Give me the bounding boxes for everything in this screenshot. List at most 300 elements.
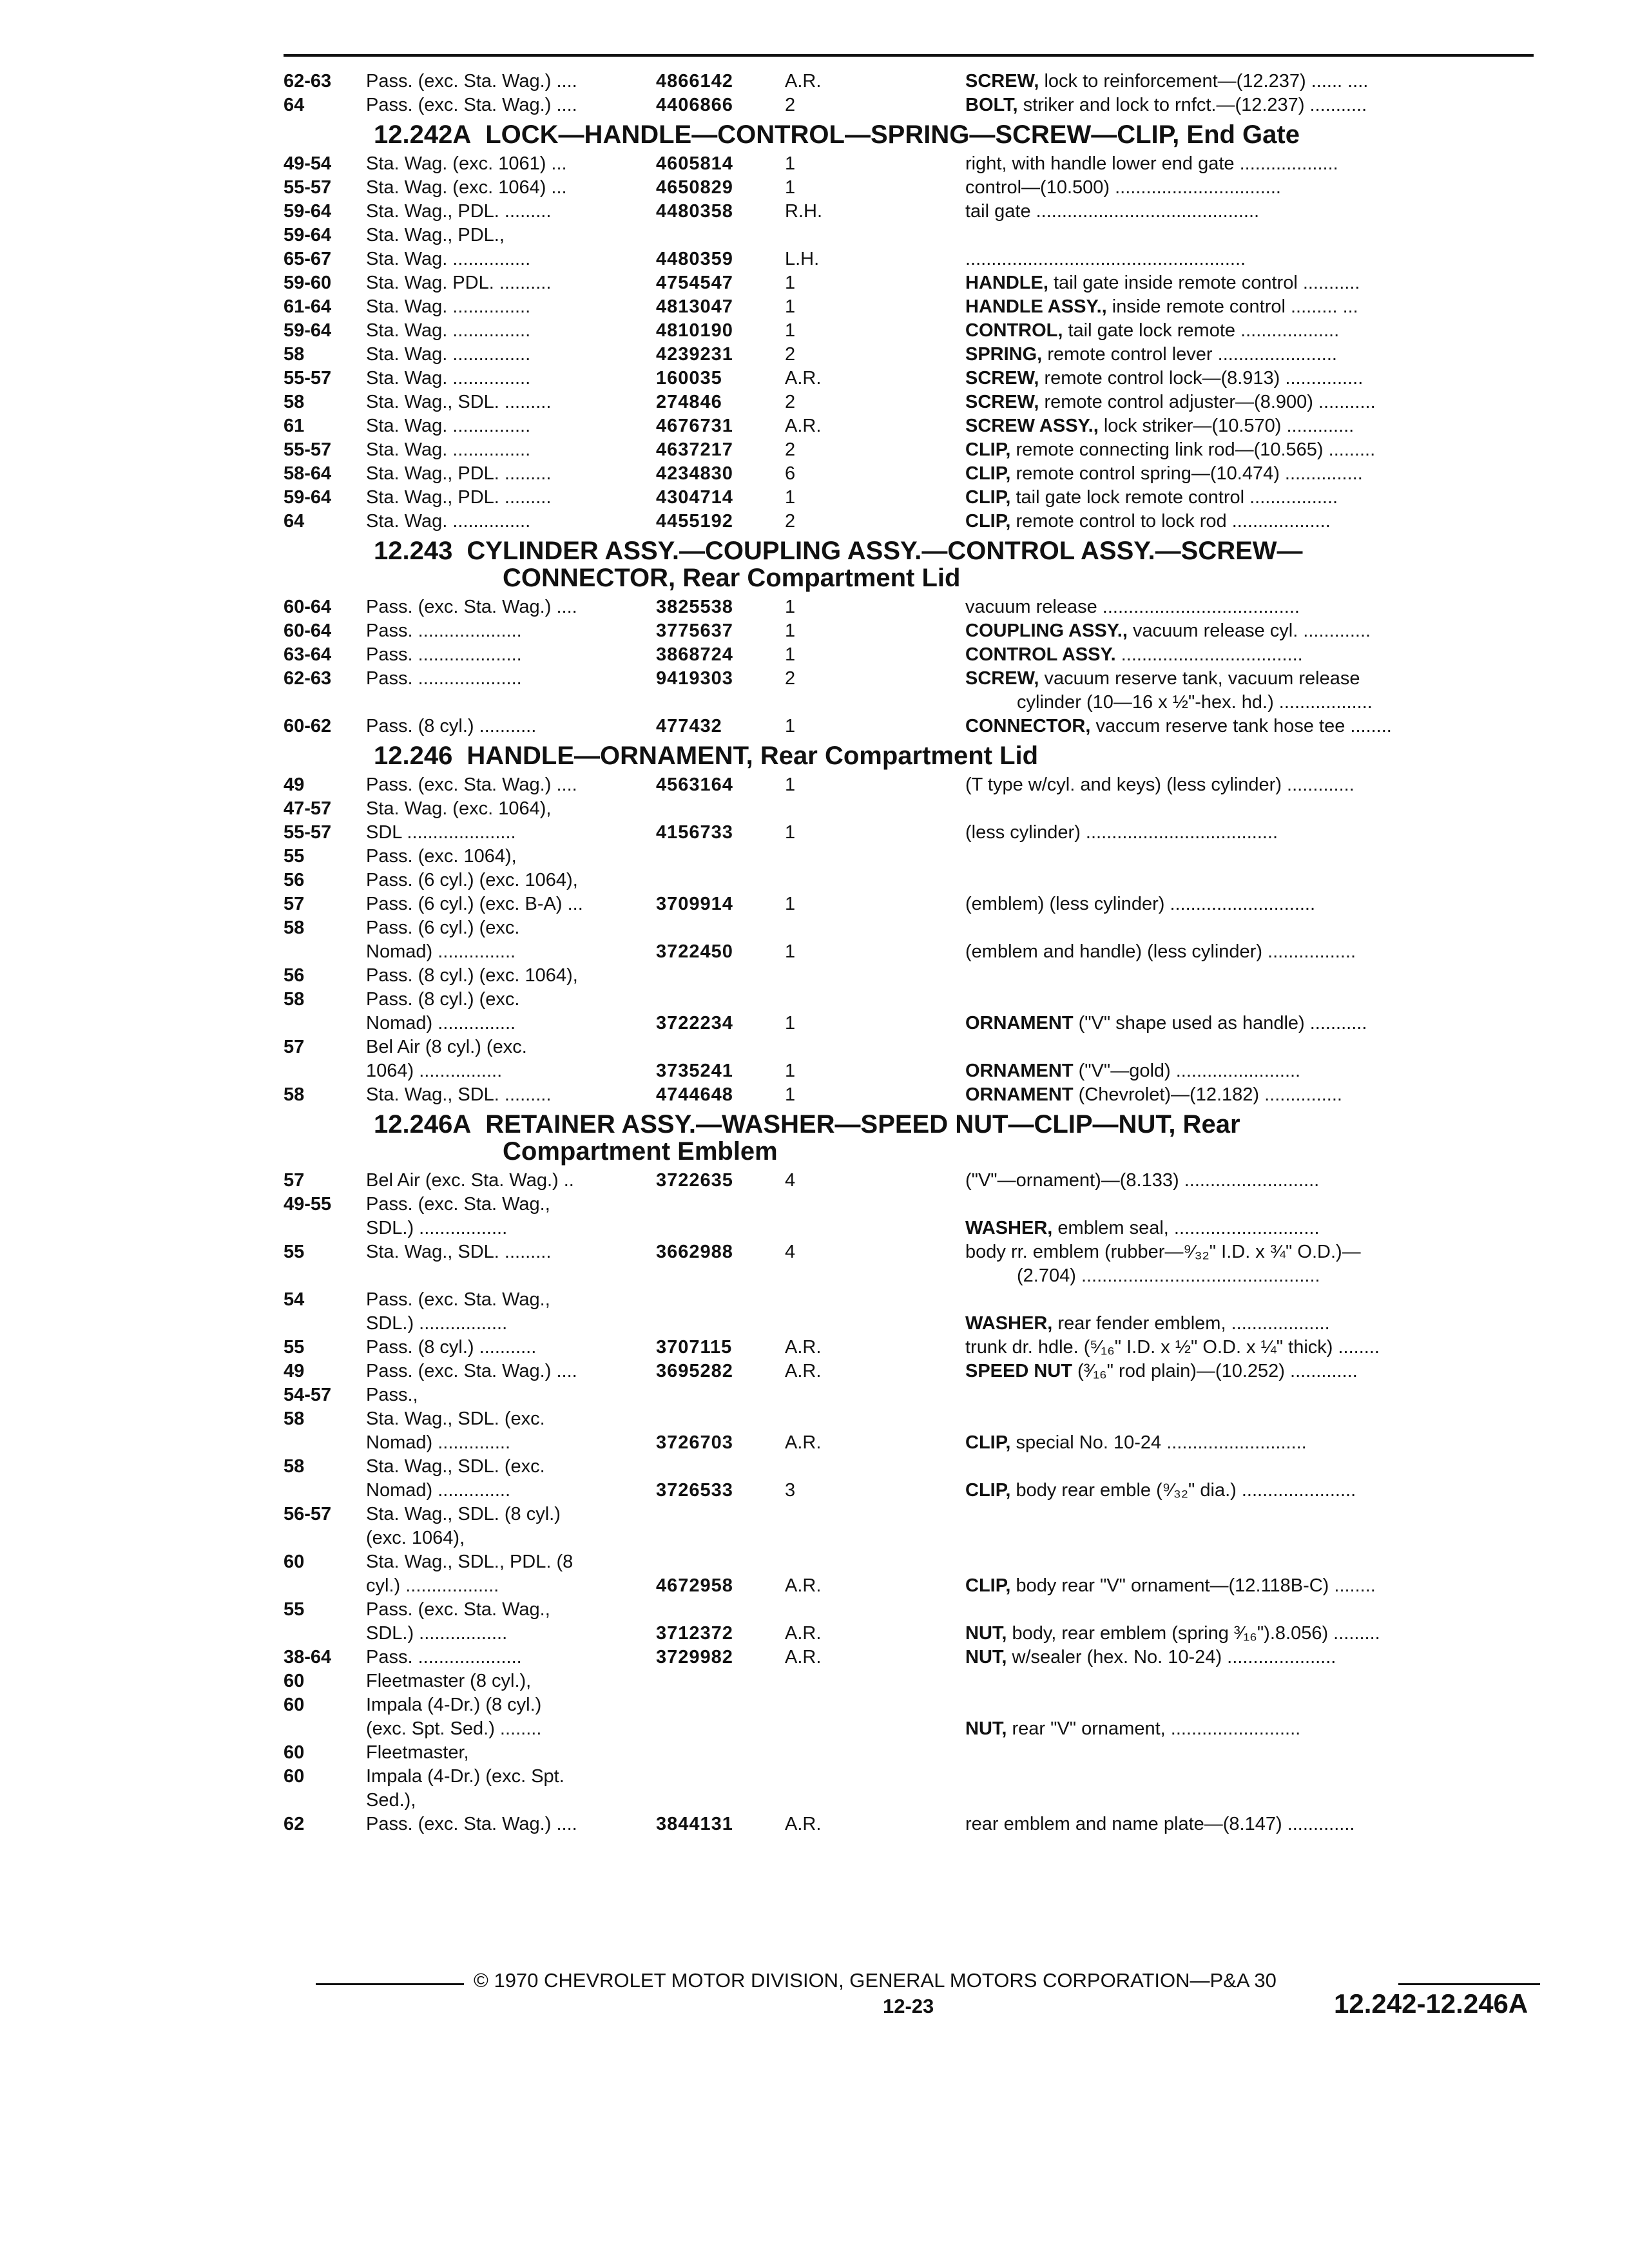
parts-listing xyxy=(284,70,1559,1836)
quantity: L.H. xyxy=(785,249,820,269)
model-years: 60-64 xyxy=(284,597,332,617)
table-row xyxy=(284,797,1559,821)
table-row xyxy=(284,152,1559,176)
table-row xyxy=(284,1059,1559,1083)
footer-rule-right xyxy=(1398,1983,1540,1985)
part-description xyxy=(965,1059,1545,1083)
section-title: CYLINDER ASSY.—COUPLING ASSY.—CONTROL ASSY.—SCREW— xyxy=(467,537,1303,565)
quantity: 1 xyxy=(785,716,796,736)
part-description xyxy=(965,1646,1545,1669)
quantity: A.R. xyxy=(785,368,822,389)
table-row xyxy=(284,715,1559,738)
model-years: 60 xyxy=(284,1766,305,1787)
part-description xyxy=(965,1479,1545,1503)
quantity: 1 xyxy=(785,296,796,317)
description-text: ("V" shape used as handle) ........... xyxy=(1078,1013,1367,1033)
part-number: 4406866 xyxy=(656,95,733,115)
model-application: Fleetmaster, xyxy=(366,1742,469,1763)
model-years: 58 xyxy=(284,344,305,365)
part-number: 4304714 xyxy=(656,487,733,508)
part-description xyxy=(965,1431,1545,1455)
part-name: CLIP, xyxy=(965,511,1011,532)
quantity: 1 xyxy=(785,620,796,641)
table-row xyxy=(284,821,1559,845)
part-number: 4810190 xyxy=(656,320,733,341)
part-description xyxy=(965,619,1545,643)
part-name: CLIP, xyxy=(965,487,1011,508)
table-row xyxy=(284,964,1559,988)
description-text: (2.704) .............................................. xyxy=(1017,1265,1320,1286)
model-application: Bel Air (8 cyl.) (exc. xyxy=(366,1037,527,1057)
part-number: 4744648 xyxy=(656,1084,733,1105)
quantity: 1 xyxy=(785,941,796,962)
description-text: (less cylinder) ..................................... xyxy=(965,822,1278,843)
model-application: Nomad) .............. xyxy=(366,1432,510,1453)
model-years: 60-62 xyxy=(284,716,332,736)
model-years: 59-64 xyxy=(284,225,332,245)
table-row xyxy=(284,1741,1559,1765)
description-text: ("V"—ornament)—(8.133) .......................... xyxy=(965,1170,1320,1191)
table-row xyxy=(284,1264,1559,1288)
part-number: 4813047 xyxy=(656,296,733,317)
model-application: Nomad) .............. xyxy=(366,1480,510,1501)
model-years: 59-64 xyxy=(284,320,332,341)
model-application: Sta. Wag., SDL. ......... xyxy=(366,392,552,412)
section-heading xyxy=(374,117,1559,152)
model-years: 63-64 xyxy=(284,644,332,665)
model-application: Pass. (exc. Sta. Wag.) .... xyxy=(366,597,577,617)
description-text: tail gate lock remote control ................. xyxy=(1016,487,1338,508)
quantity: 1 xyxy=(785,1013,796,1033)
model-application: Pass. (6 cyl.) (exc. B-A) ... xyxy=(366,894,583,914)
table-row xyxy=(284,1431,1559,1455)
model-application: Pass. (8 cyl.) (exc. 1064), xyxy=(366,965,578,986)
description-text: remote control spring—(10.474) ............... xyxy=(1016,463,1363,484)
description-text: tail gate lock remote ................... xyxy=(1068,320,1340,341)
model-application: Sta. Wag. ............... xyxy=(366,296,531,317)
part-name: COUPLING ASSY., xyxy=(965,620,1128,641)
table-row xyxy=(284,1035,1559,1059)
model-application: Pass. (exc. Sta. Wag.) .... xyxy=(366,71,577,91)
model-application: Pass. (6 cyl.) (exc. 1064), xyxy=(366,870,578,890)
model-years: 58-64 xyxy=(284,463,332,484)
part-number: 3722234 xyxy=(656,1013,733,1033)
model-application: Sta. Wag. ............... xyxy=(366,368,531,389)
description-text: (³⁄₁₆" rod plain)—(10.252) ............. xyxy=(1077,1361,1358,1381)
part-name: NUT, xyxy=(965,1623,1007,1644)
model-application: Sta. Wag., PDL. ......... xyxy=(366,487,552,508)
model-years: 64 xyxy=(284,95,305,115)
table-row xyxy=(284,988,1559,1012)
part-number: 3726703 xyxy=(656,1432,733,1453)
model-years: 57 xyxy=(284,1170,305,1191)
model-application: Pass. (exc. Sta. Wag.) .... xyxy=(366,774,577,795)
model-years: 61 xyxy=(284,416,305,436)
part-description xyxy=(965,70,1545,93)
model-application: Sta. Wag., SDL. (exc. xyxy=(366,1456,545,1477)
part-name: ORNAMENT xyxy=(965,1013,1074,1033)
model-years: 56 xyxy=(284,965,305,986)
table-row xyxy=(284,1169,1559,1193)
model-application: Pass. (exc. Sta. Wag.) .... xyxy=(366,95,577,115)
description-text: tail gate ........................................... xyxy=(965,201,1260,222)
part-number: 477432 xyxy=(656,716,722,736)
model-application: Pass. (8 cyl.) ........... xyxy=(366,716,537,736)
model-application: Sta. Wag. ............... xyxy=(366,249,531,269)
description-text: inside remote control ......... ... xyxy=(1112,296,1358,317)
part-number: 4156733 xyxy=(656,822,733,843)
table-row xyxy=(284,486,1559,510)
part-description xyxy=(965,414,1545,438)
model-years: 49 xyxy=(284,1361,305,1381)
table-row xyxy=(284,1407,1559,1431)
table-row xyxy=(284,367,1559,390)
model-years: 56-57 xyxy=(284,1504,332,1524)
table-row xyxy=(284,1288,1559,1312)
part-number: 4455192 xyxy=(656,511,733,532)
model-application: Sta. Wag., PDL., xyxy=(366,225,505,245)
model-years: 58 xyxy=(284,1084,305,1105)
quantity: 6 xyxy=(785,463,796,484)
part-name: SPRING, xyxy=(965,344,1043,365)
part-description xyxy=(965,176,1545,200)
part-name: NUT, xyxy=(965,1718,1007,1739)
description-text: ("V"—gold) ........................ xyxy=(1078,1061,1301,1081)
model-application: Pass. (8 cyl.) ........... xyxy=(366,1337,537,1358)
model-application: Sta. Wag. ............... xyxy=(366,439,531,460)
table-row xyxy=(284,295,1559,319)
part-description xyxy=(1017,691,1597,715)
model-application: Nomad) ............... xyxy=(366,1013,516,1033)
part-description xyxy=(965,821,1545,845)
table-row xyxy=(284,1717,1559,1741)
quantity: 2 xyxy=(785,511,796,532)
quantity: 2 xyxy=(785,344,796,365)
part-name: SCREW ASSY., xyxy=(965,416,1099,436)
model-years: 54 xyxy=(284,1289,305,1310)
model-application: Sed.), xyxy=(366,1790,416,1811)
table-row xyxy=(284,462,1559,486)
quantity: 1 xyxy=(785,320,796,341)
part-name: CONTROL ASSY. xyxy=(965,644,1116,665)
model-years: 49-55 xyxy=(284,1194,332,1215)
quantity: 2 xyxy=(785,439,796,460)
part-name: CLIP, xyxy=(965,463,1011,484)
part-number: 3844131 xyxy=(656,1814,733,1834)
quantity: A.R. xyxy=(785,416,822,436)
quantity: 1 xyxy=(785,153,796,174)
footer-rule-left xyxy=(316,1983,464,1985)
model-years: 55 xyxy=(284,1337,305,1358)
part-number: 4563164 xyxy=(656,774,733,795)
model-application: Pass. (exc. Sta. Wag.) .... xyxy=(366,1361,577,1381)
part-name: SCREW, xyxy=(965,368,1039,389)
table-row xyxy=(284,667,1559,691)
model-years: 60 xyxy=(284,1671,305,1691)
model-application: Sta. Wag. ............... xyxy=(366,511,531,532)
section-heading xyxy=(374,738,1559,773)
part-number: 4234830 xyxy=(656,463,733,484)
part-number: 3722635 xyxy=(656,1170,733,1191)
section-subtitle: Compartment Emblem xyxy=(503,1137,778,1166)
part-description xyxy=(965,271,1545,295)
description-text: ................................... xyxy=(1121,644,1303,665)
model-application: Sta. Wag., SDL., PDL. (8 xyxy=(366,1552,574,1572)
model-application: Sta. Wag., PDL. ......... xyxy=(366,201,552,222)
quantity: 1 xyxy=(785,487,796,508)
table-row xyxy=(284,390,1559,414)
section-title: LOCK—HANDLE—CONTROL—SPRING—SCREW—CLIP, End Gate xyxy=(485,120,1300,149)
description-text: lock striker—(10.570) ............. xyxy=(1103,416,1354,436)
description-text: remote control to lock rod ................... xyxy=(1016,511,1331,532)
description-text: remote control lock—(8.913) ............... xyxy=(1044,368,1364,389)
part-number: 4754547 xyxy=(656,273,733,293)
quantity: A.R. xyxy=(785,1814,822,1834)
model-years: 49-54 xyxy=(284,153,332,174)
quantity: A.R. xyxy=(785,1575,822,1596)
part-name: CONTROL, xyxy=(965,320,1063,341)
section-number: 12.243 xyxy=(374,537,453,565)
section-subtitle: CONNECTOR, Rear Compartment Lid xyxy=(503,564,961,592)
table-row xyxy=(284,176,1559,200)
model-application: (exc. Spt. Sed.) ........ xyxy=(366,1718,542,1739)
model-years: 57 xyxy=(284,894,305,914)
part-description xyxy=(965,1312,1545,1336)
part-name: HANDLE ASSY., xyxy=(965,296,1107,317)
part-description xyxy=(965,367,1545,390)
part-description xyxy=(965,152,1545,176)
table-row xyxy=(284,595,1559,619)
part-description xyxy=(965,486,1545,510)
model-years: 60-64 xyxy=(284,620,332,641)
model-years: 49 xyxy=(284,774,305,795)
table-row xyxy=(284,845,1559,869)
table-row xyxy=(284,1598,1559,1622)
model-application: Impala (4-Dr.) (exc. Spt. xyxy=(366,1766,564,1787)
quantity: 2 xyxy=(785,95,796,115)
part-number: 9419303 xyxy=(656,668,733,689)
table-row xyxy=(284,1812,1559,1836)
part-number: 4239231 xyxy=(656,344,733,365)
part-name: ORNAMENT xyxy=(965,1061,1074,1081)
part-description xyxy=(965,1812,1545,1836)
table-row xyxy=(284,643,1559,667)
model-years: 65-67 xyxy=(284,249,332,269)
model-years: 54-57 xyxy=(284,1385,332,1405)
part-description xyxy=(965,247,1545,271)
model-application: Pass. (exc. Sta. Wag.) .... xyxy=(366,1814,577,1834)
description-text: vacuum release ...................................... xyxy=(965,597,1300,617)
table-row xyxy=(284,892,1559,916)
quantity: 1 xyxy=(785,273,796,293)
part-description xyxy=(965,390,1545,414)
quantity: 4 xyxy=(785,1170,796,1191)
part-description xyxy=(965,595,1545,619)
part-number: 4676731 xyxy=(656,416,733,436)
model-years: 57 xyxy=(284,1037,305,1057)
quantity: 1 xyxy=(785,644,796,665)
description-text: (Chevrolet)—(12.182) ............... xyxy=(1078,1084,1342,1105)
model-years: 60 xyxy=(284,1552,305,1572)
part-description xyxy=(965,295,1545,319)
table-row xyxy=(284,1193,1559,1216)
model-application: Pass. .................... xyxy=(366,668,522,689)
table-row xyxy=(284,1383,1559,1407)
quantity: A.R. xyxy=(785,1361,822,1381)
part-name: CLIP, xyxy=(965,1575,1011,1596)
part-name: SPEED NUT xyxy=(965,1361,1072,1381)
model-years: 62-63 xyxy=(284,668,332,689)
model-years: 56 xyxy=(284,870,305,890)
section-number: 12.242A xyxy=(374,120,472,149)
part-number: 3712372 xyxy=(656,1623,733,1644)
model-application: Sta. Wag., SDL. (exc. xyxy=(366,1408,545,1429)
model-application: SDL.) ................. xyxy=(366,1313,508,1334)
part-number: 4637217 xyxy=(656,439,733,460)
model-years: 61-64 xyxy=(284,296,332,317)
table-row xyxy=(284,1479,1559,1503)
table-row xyxy=(284,1012,1559,1035)
section-title: HANDLE—ORNAMENT, Rear Compartment Lid xyxy=(467,742,1039,770)
part-description xyxy=(965,200,1545,224)
model-years: 58 xyxy=(284,918,305,938)
part-number: 160035 xyxy=(656,368,722,389)
model-years: 60 xyxy=(284,1742,305,1763)
description-text: body, rear emblem (spring ³⁄₁₆").8.056) ......... xyxy=(1012,1623,1380,1644)
description-text: body rear emble (⁹⁄₃₂" dia.) ...................... xyxy=(1016,1480,1356,1501)
description-text: cylinder (10—16 x ½"-hex. hd.) .................. xyxy=(1017,692,1373,713)
part-name: WASHER, xyxy=(965,1313,1053,1334)
quantity: 1 xyxy=(785,774,796,795)
table-row xyxy=(284,414,1559,438)
table-row xyxy=(284,1646,1559,1669)
description-text: striker and lock to rnfct.—(12.237) ........... xyxy=(1023,95,1367,115)
copyright-text: © 1970 CHEVROLET MOTOR DIVISION, GENERAL MOTORS CORPORATION—P&A 30 xyxy=(474,1969,1277,1992)
table-row xyxy=(284,271,1559,295)
model-application: Pass. (exc. Sta. Wag., xyxy=(366,1289,550,1310)
part-number: 3709914 xyxy=(656,894,733,914)
top-rule xyxy=(284,54,1534,57)
table-row xyxy=(284,916,1559,940)
table-row xyxy=(284,1240,1559,1264)
description-text: (emblem) (less cylinder) ............................ xyxy=(965,894,1316,914)
model-years: 55-57 xyxy=(284,368,332,389)
description-text: right, with handle lower end gate ................... xyxy=(965,153,1338,174)
quantity: A.R. xyxy=(785,1432,822,1453)
description-text: (emblem and handle) (less cylinder) ................. xyxy=(965,941,1356,962)
description-text: trunk dr. hdle. (⁵⁄₁₆" I.D. x ½" O.D. x ¼" thick) ........ xyxy=(965,1337,1380,1358)
quantity: 2 xyxy=(785,392,796,412)
section-number: 12.246A xyxy=(374,1110,472,1139)
model-application: Sta. Wag., SDL. ......... xyxy=(366,1084,552,1105)
part-number: 3726533 xyxy=(656,1480,733,1501)
quantity: 4 xyxy=(785,1242,796,1262)
part-number: 3729982 xyxy=(656,1647,733,1667)
part-number: 4650829 xyxy=(656,177,733,198)
part-name: CLIP, xyxy=(965,1480,1011,1501)
quantity: A.R. xyxy=(785,1623,822,1644)
quantity: 1 xyxy=(785,1061,796,1081)
description-text: body rr. emblem (rubber—⁹⁄₃₂" I.D. x ¾" O.D.)— xyxy=(965,1242,1361,1262)
model-years: 58 xyxy=(284,392,305,412)
model-application: Sta. Wag., SDL. ......... xyxy=(366,1242,552,1262)
model-application: SDL ..................... xyxy=(366,822,516,843)
table-row xyxy=(284,319,1559,343)
model-application: Sta. Wag., SDL. (8 cyl.) xyxy=(366,1504,561,1524)
part-description xyxy=(965,1240,1545,1264)
model-application: Nomad) ............... xyxy=(366,941,516,962)
section-range: 12.242-12.246A xyxy=(1334,1988,1528,2019)
model-years: 55-57 xyxy=(284,177,332,198)
part-name: WASHER, xyxy=(965,1218,1053,1238)
table-row xyxy=(284,1526,1559,1550)
description-text: vacuum reserve tank, vacuum release xyxy=(1044,668,1360,689)
table-row xyxy=(284,940,1559,964)
model-years: 58 xyxy=(284,1456,305,1477)
table-row xyxy=(284,1550,1559,1574)
table-row xyxy=(284,869,1559,892)
model-application: Pass. (exc. Sta. Wag., xyxy=(366,1599,550,1620)
part-description xyxy=(965,1216,1545,1240)
table-row xyxy=(284,200,1559,224)
model-years: 64 xyxy=(284,511,305,532)
part-number: 3695282 xyxy=(656,1361,733,1381)
model-years: 60 xyxy=(284,1695,305,1715)
model-application: Sta. Wag. ............... xyxy=(366,320,531,341)
part-description xyxy=(965,510,1545,533)
part-name: HANDLE, xyxy=(965,273,1048,293)
description-text: rear emblem and name plate—(8.147) ............. xyxy=(965,1814,1355,1834)
table-row xyxy=(284,1312,1559,1336)
model-years: 58 xyxy=(284,989,305,1010)
table-row xyxy=(284,1765,1559,1789)
model-application: cyl.) .................. xyxy=(366,1575,499,1596)
part-description xyxy=(965,643,1545,667)
section-heading xyxy=(374,1107,1559,1169)
section-number: 12.246 xyxy=(374,742,453,770)
table-row xyxy=(284,1360,1559,1383)
part-description xyxy=(965,1717,1545,1741)
part-name: ORNAMENT xyxy=(965,1084,1074,1105)
model-years: 58 xyxy=(284,1408,305,1429)
model-years: 59-64 xyxy=(284,201,332,222)
model-application: Pass., xyxy=(366,1385,418,1405)
description-text: lock to reinforcement—(12.237) ...... .... xyxy=(1044,71,1369,91)
table-row xyxy=(284,691,1559,715)
model-application: Sta. Wag. (exc. 1064) ... xyxy=(366,177,567,198)
table-row xyxy=(284,70,1559,93)
section-title: RETAINER ASSY.—WASHER—SPEED NUT—CLIP—NUT, Rear xyxy=(485,1110,1240,1139)
part-description xyxy=(965,1336,1545,1360)
part-description xyxy=(1017,1264,1597,1288)
table-row xyxy=(284,1669,1559,1693)
model-application: Sta. Wag. PDL. .......... xyxy=(366,273,552,293)
table-row xyxy=(284,438,1559,462)
part-number: 3735241 xyxy=(656,1061,733,1081)
quantity: 1 xyxy=(785,894,796,914)
table-row xyxy=(284,1622,1559,1646)
part-number: 3662988 xyxy=(656,1242,733,1262)
page-footer xyxy=(316,1969,1540,2019)
part-description xyxy=(965,319,1545,343)
part-name: CONNECTOR, xyxy=(965,716,1091,736)
part-description xyxy=(965,1360,1545,1383)
description-text: rear fender emblem, ................... xyxy=(1057,1313,1330,1334)
model-application: (exc. 1064), xyxy=(366,1528,465,1548)
table-row xyxy=(284,619,1559,643)
part-description xyxy=(965,667,1545,691)
model-years: 55 xyxy=(284,1599,305,1620)
